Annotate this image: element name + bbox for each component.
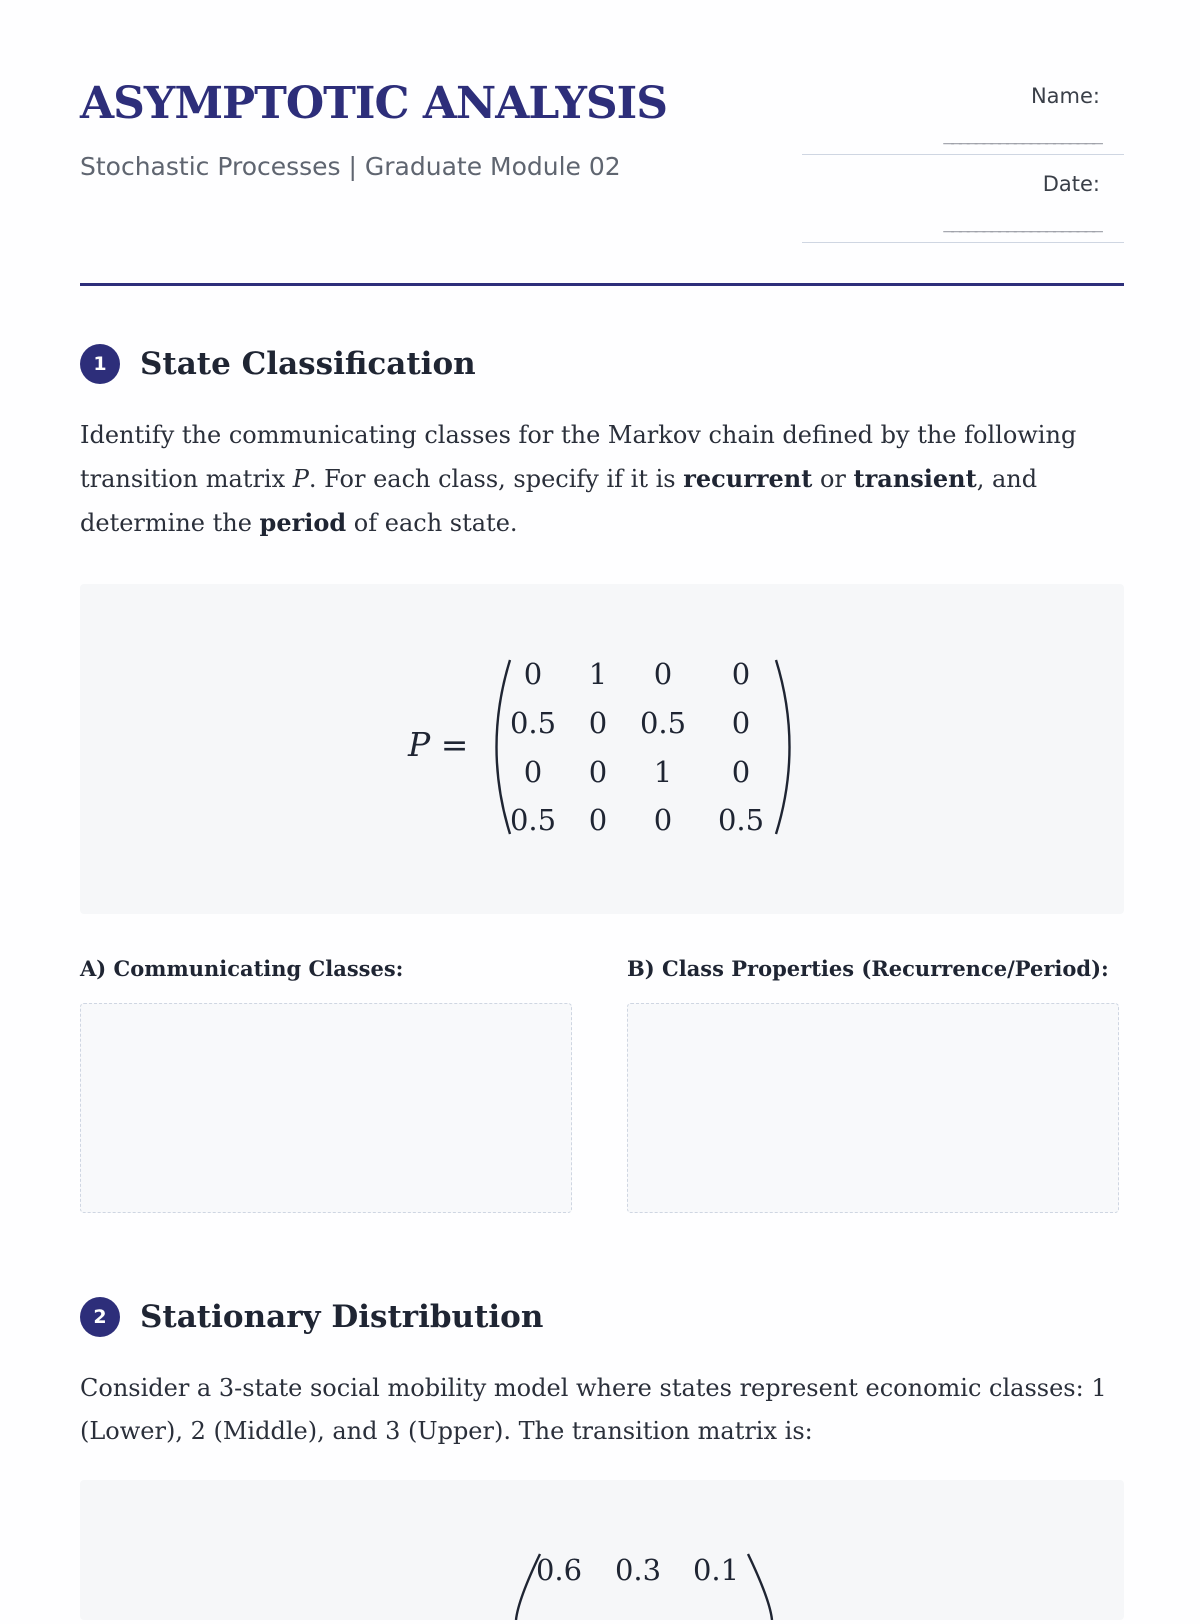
matrix-cell: 0 — [523, 755, 543, 789]
matrix-box — [80, 584, 1124, 914]
matrix-cell: 0 — [653, 657, 673, 691]
section-1-prompt: Identify the communicating classes for the Markov chain defined by the following transition matrix P. For each class, specify if it is recurrent or transient, and determine the period of each state. — [80, 421, 1077, 537]
matrix-cell: 0 — [523, 657, 543, 691]
matrix-cell: 0 — [653, 803, 673, 837]
right-paren — [748, 1554, 772, 1620]
matrix-cell: 0.3 — [614, 1553, 662, 1587]
section-number-badge: 2 — [80, 1297, 120, 1337]
matrix-cell: 0.5 — [717, 803, 765, 837]
section-2-header — [80, 1297, 543, 1337]
transition-matrix-p — [80, 584, 1124, 914]
name-underline — [802, 154, 1124, 155]
matrix-box-2 — [80, 1480, 1124, 1620]
matrix-lhs: P = — [408, 725, 469, 764]
page-title: ASYMPTOTIC ANALYSIS — [80, 78, 668, 129]
answer-a-box[interactable] — [80, 1003, 572, 1213]
matrix-cell: 0.5 — [639, 706, 687, 740]
date-underline — [802, 242, 1124, 243]
section-title: Stationary Distribution — [140, 1299, 544, 1335]
answer-b-box[interactable] — [627, 1003, 1119, 1213]
right-paren — [776, 660, 790, 834]
matrix-cell: 0 — [588, 755, 608, 789]
matrix-cell: 0.6 — [535, 1553, 583, 1587]
section-title: State Classification — [140, 346, 476, 382]
matrix-cell: 0.5 — [509, 706, 557, 740]
matrix-cell: 1 — [653, 755, 673, 789]
answer-b-label: B) Class Properties (Recurrence/Period): — [627, 956, 1109, 981]
matrix-cell: 0 — [588, 803, 608, 837]
section-1-header — [80, 344, 476, 384]
page-subtitle: Stochastic Processes | Graduate Module 02 — [80, 152, 621, 181]
answer-a-label: A) Communicating Classes: — [80, 956, 404, 981]
matrix-cell: 0 — [588, 706, 608, 740]
transition-matrix-mobility — [80, 1480, 1124, 1620]
matrix-cell: 0.1 — [692, 1553, 740, 1587]
matrix-cell: 0 — [731, 657, 751, 691]
date-label: Date: — [1042, 172, 1100, 196]
matrix-cell: 0.5 — [509, 803, 557, 837]
matrix-cell: 1 — [588, 657, 608, 691]
date-field[interactable]: ____________________ — [943, 212, 1100, 233]
left-paren — [497, 660, 511, 834]
section-2-prompt: Consider a 3-state social mobility model where states represent economic classes: 1 (Lower), 2 (Middle), and 3 (Upper). The transition matrix is: — [80, 1374, 1107, 1445]
matrix-cell: 0 — [731, 755, 751, 789]
section-number-badge: 1 — [80, 344, 120, 384]
header-divider — [80, 283, 1124, 286]
matrix-cell: 0 — [731, 706, 751, 740]
name-field[interactable]: ____________________ — [943, 124, 1100, 145]
name-label: Name: — [1030, 84, 1100, 108]
